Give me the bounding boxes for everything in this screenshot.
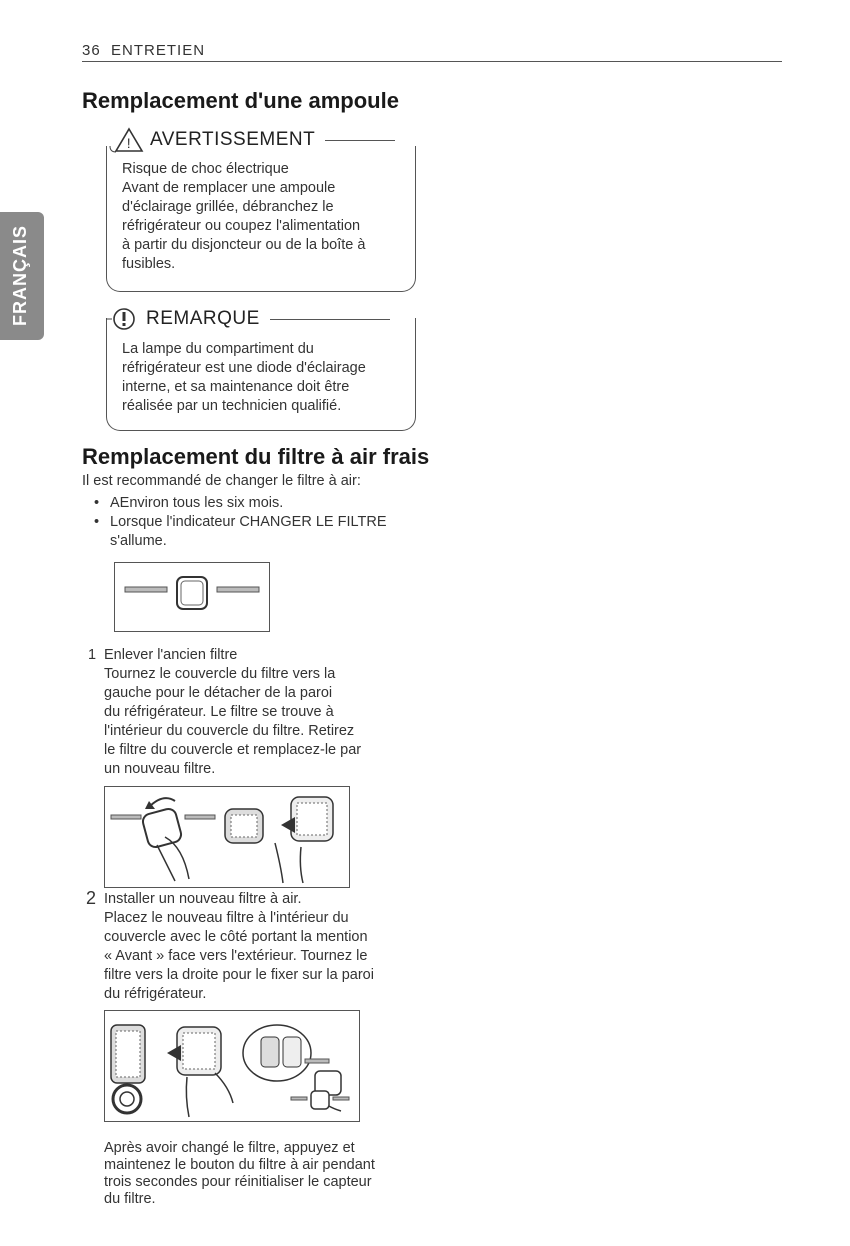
warning-body bbox=[122, 160, 412, 274]
note-title: REMARQUE bbox=[146, 308, 260, 329]
after-line: Après avoir changé le filtre, appuyez et bbox=[104, 1140, 355, 1156]
step2-body bbox=[104, 890, 414, 1004]
note-title-rule bbox=[270, 319, 390, 320]
warning-line: Avant de remplacer une ampoule bbox=[122, 180, 336, 196]
step1-line: le filtre du couvercle et remplacez-le par bbox=[104, 742, 362, 758]
section-title-filter: Remplacement du filtre à air frais bbox=[82, 444, 430, 469]
step1-heading: Enlever l'ancien filtre bbox=[104, 647, 238, 663]
language-tab bbox=[0, 212, 44, 340]
remove-filter-illustration bbox=[105, 787, 349, 887]
step2-heading: Installer un nouveau filtre à air. bbox=[104, 891, 302, 907]
step1-line: un nouveau filtre. bbox=[104, 761, 216, 777]
note-line: réfrigérateur est une diode d'éclairage bbox=[122, 360, 366, 376]
section-title-bulb: Remplacement d'une ampoule bbox=[82, 88, 399, 113]
note-body bbox=[122, 340, 412, 416]
step1-number: 1 bbox=[88, 647, 97, 663]
install-filter-illustration bbox=[105, 1011, 359, 1121]
svg-text:!: ! bbox=[126, 135, 132, 151]
warning-triangle-icon bbox=[108, 126, 144, 154]
remove-filter-figure bbox=[104, 786, 350, 888]
step2-line: Placez le nouveau filtre à l'intérieur du bbox=[104, 910, 349, 926]
filter-bullets bbox=[88, 494, 388, 551]
bullet-item: • Lorsque l'indicateur CHANGER LE FILTRE s'allume. bbox=[110, 513, 388, 551]
after-line: du filtre. bbox=[104, 1191, 156, 1207]
step1-line: du réfrigérateur. Le filtre se trouve à bbox=[104, 704, 334, 720]
page-number: 36 bbox=[82, 42, 101, 59]
step1-line: l'intérieur du couvercle du filtre. Retirez bbox=[104, 723, 355, 739]
note-title-row bbox=[106, 304, 416, 334]
install-filter-figure bbox=[104, 1010, 360, 1122]
step1-line: Tournez le couvercle du filtre vers la bbox=[104, 666, 336, 682]
warning-line: d'éclairage grillée, débranchez le bbox=[122, 199, 334, 215]
step2-line: couvercle avec le côté portant la mention bbox=[104, 929, 368, 945]
warning-title-row bbox=[108, 126, 418, 154]
warning-title-rule bbox=[325, 140, 395, 141]
indicator-figure bbox=[114, 562, 270, 632]
after-line: maintenez le bouton du filtre à air pendant bbox=[104, 1157, 375, 1173]
step1-line: gauche pour le détacher de la paroi bbox=[104, 685, 333, 701]
note-line: réalisée par un technicien qualifié. bbox=[122, 398, 342, 414]
note-line: interne, et sa maintenance doit être bbox=[122, 379, 350, 395]
language-tab-label: FRANÇAIS bbox=[10, 225, 30, 327]
header-rule bbox=[82, 61, 782, 62]
exclamation-circle-icon bbox=[106, 304, 138, 334]
warning-line: à partir du disjoncteur ou de la boîte à bbox=[122, 237, 366, 253]
note-line: La lampe du compartiment du bbox=[122, 341, 314, 357]
section-name: ENTRETIEN bbox=[111, 42, 206, 59]
step2-line: du réfrigérateur. bbox=[104, 986, 207, 1002]
step2-number: 2 bbox=[86, 888, 97, 908]
bullet-item: • AEnviron tous les six mois. bbox=[110, 494, 388, 513]
warning-subtitle: Risque de choc électrique bbox=[122, 161, 289, 177]
page-header bbox=[82, 42, 205, 59]
step1-body bbox=[104, 646, 404, 779]
step2-line: « Avant » face vers l'extérieur. Tournez le bbox=[104, 948, 368, 964]
after-note bbox=[104, 1140, 424, 1208]
warning-line: fusibles. bbox=[122, 256, 176, 272]
filter-indicator-illustration bbox=[115, 563, 269, 631]
step2-line: filtre vers la droite pour le fixer sur la paroi bbox=[104, 967, 374, 983]
after-line: trois secondes pour réinitialiser le capteur bbox=[104, 1174, 372, 1190]
warning-title: AVERTISSEMENT bbox=[150, 129, 316, 150]
warning-line: réfrigérateur ou coupez l'alimentation bbox=[122, 218, 361, 234]
filter-intro: Il est recommandé de changer le filtre à air: bbox=[82, 473, 361, 489]
